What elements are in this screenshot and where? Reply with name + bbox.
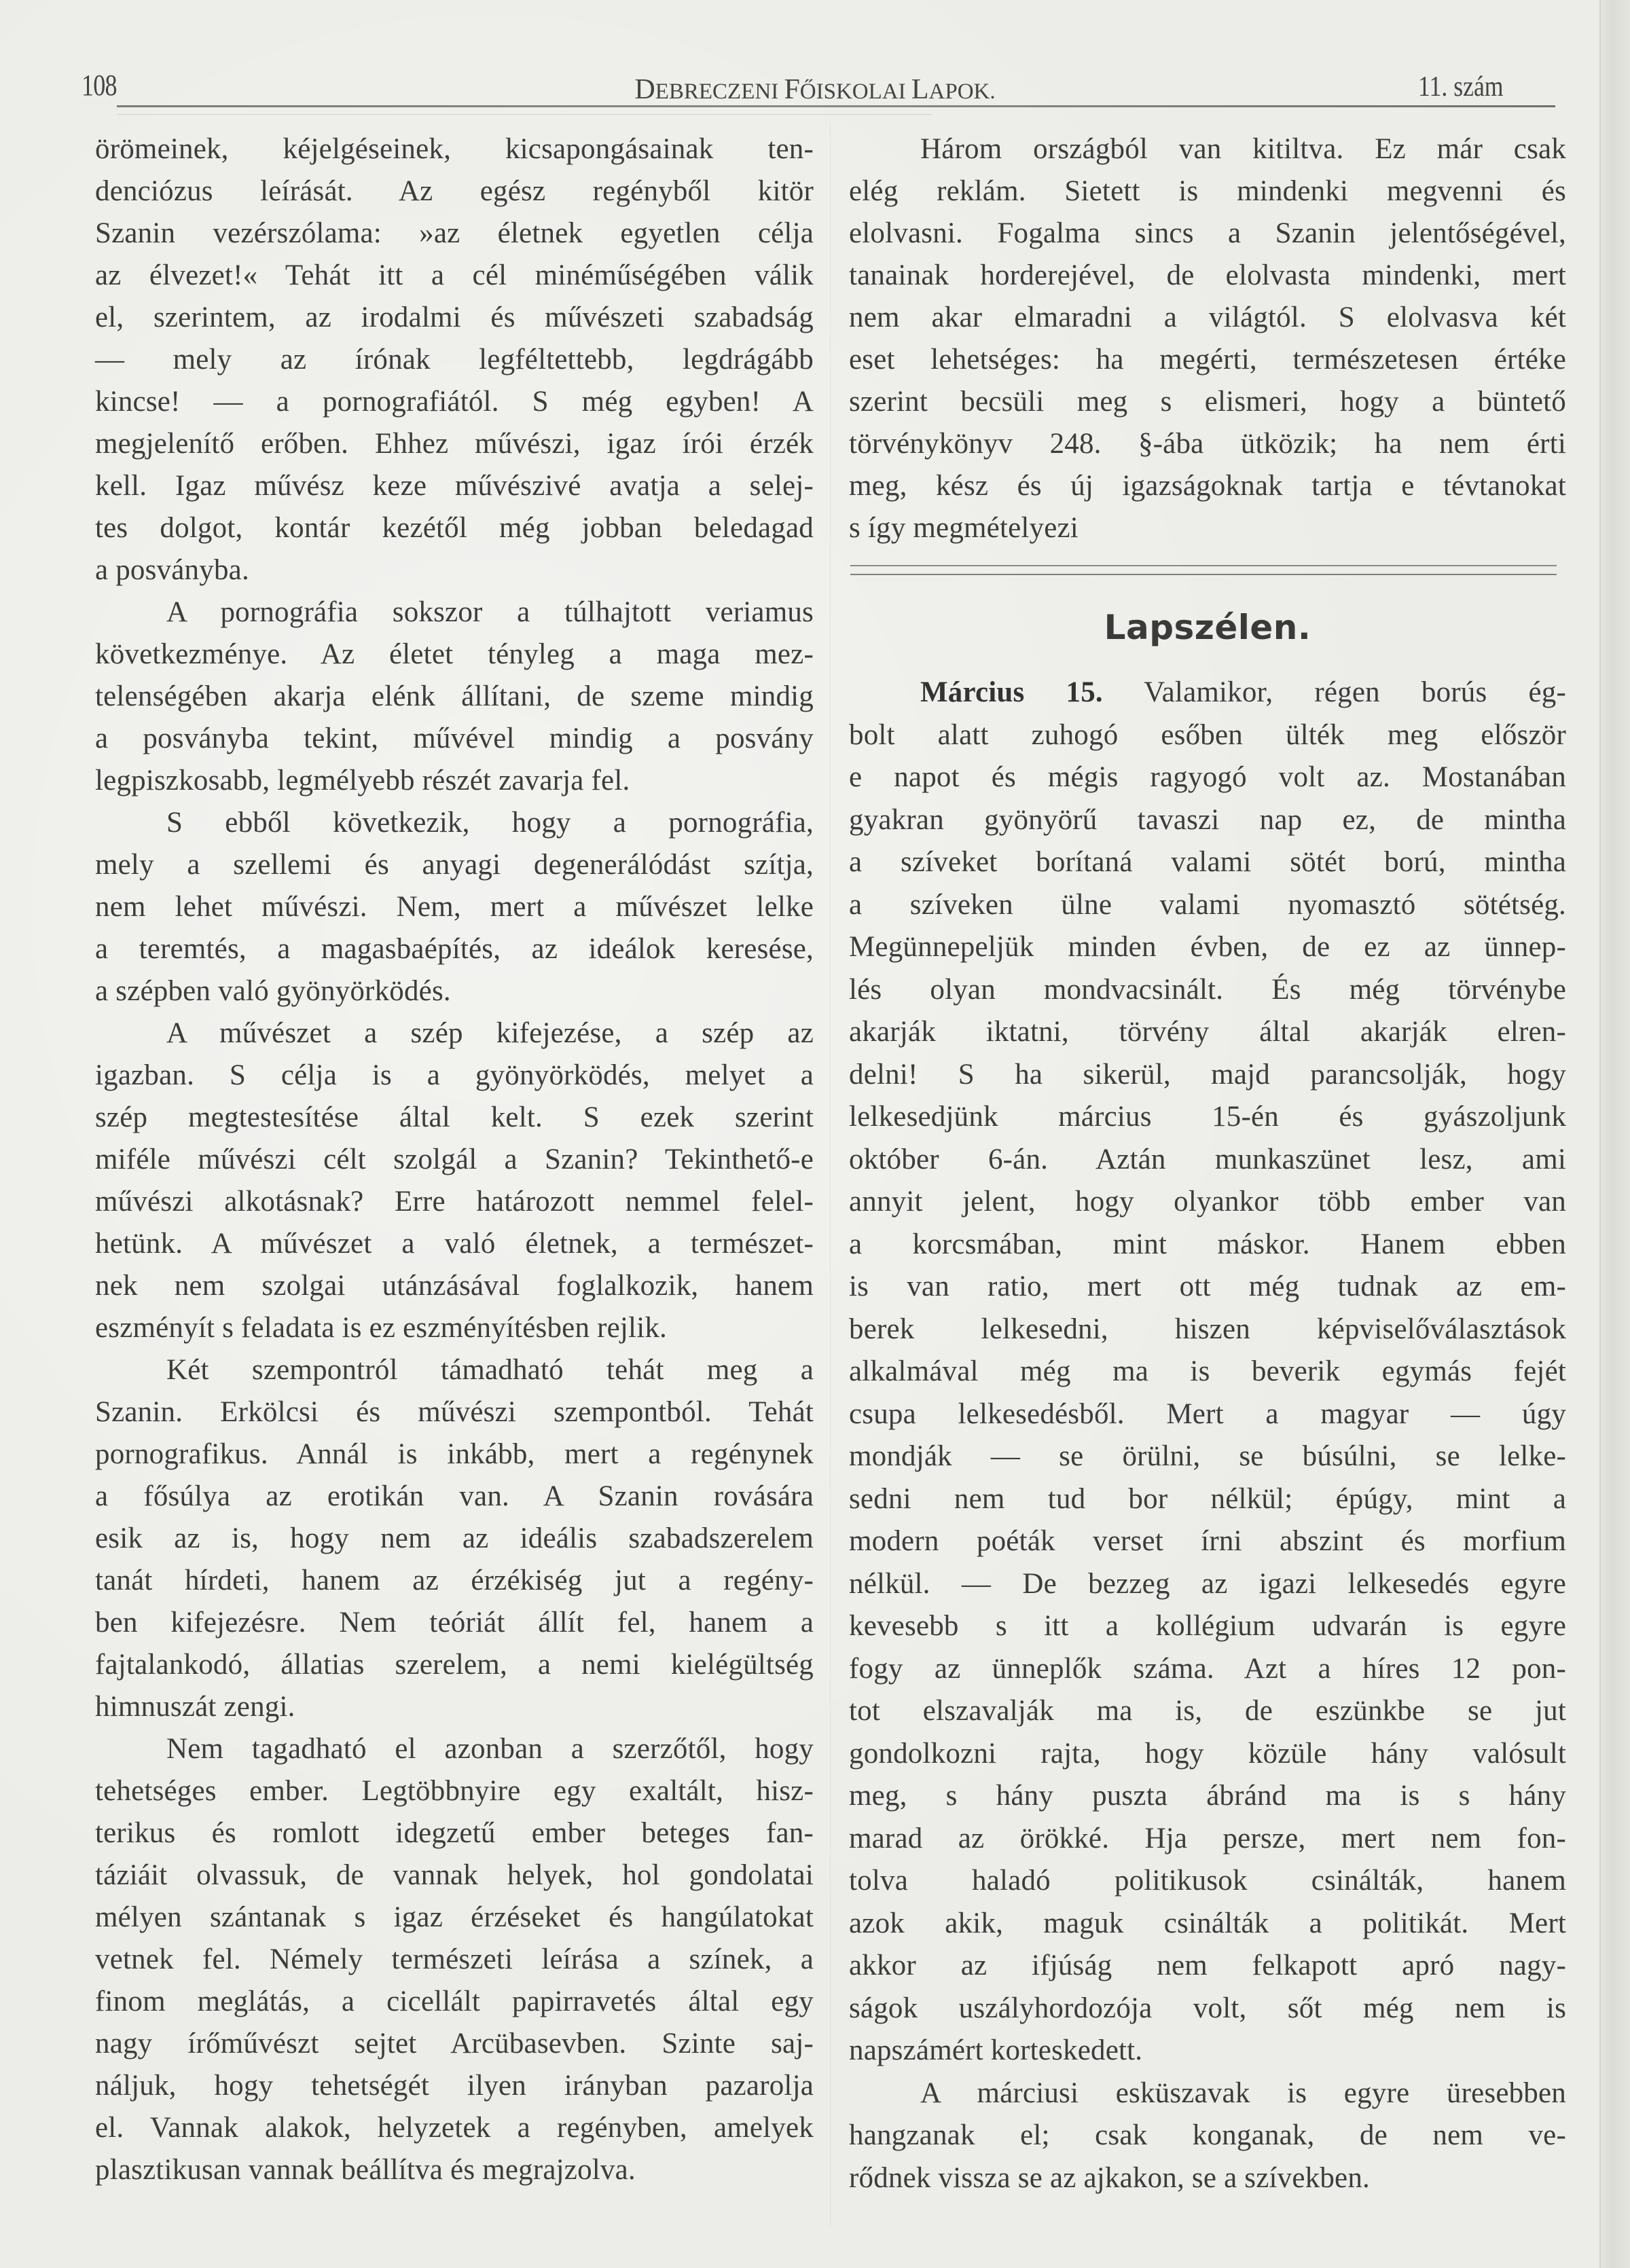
text-line: tot elszavalják ma is, de eszünkbe se jut xyxy=(849,1695,1566,1727)
text-line: elég reklám. Sietett is mindenki megvenni és xyxy=(849,175,1566,207)
text-line: szerint becsüli meg s elismeri, hogy a büntető xyxy=(849,386,1566,418)
text-line: kincse! — a pornografiától. S még egyben! A xyxy=(95,386,814,418)
journal-title-initial: L xyxy=(911,74,929,105)
page-edge-shadow xyxy=(1599,0,1630,2268)
text-line: delni! S ha sikerül, majd parancsolják, hogy xyxy=(849,1058,1566,1091)
text-line: ságok uszályhordozója volt, sőt még nem is xyxy=(849,1992,1566,2024)
column-gutter xyxy=(830,122,831,2227)
section-divider-rule xyxy=(850,565,1557,566)
paragraph-first-line: A márciusi esküszavak is egyre üresebben xyxy=(920,2077,1566,2109)
text-line: alkalmával még ma is beverik egymás fejét xyxy=(849,1355,1566,1387)
text-line: ben kifejezésre. Nem teóriát állít fel, hanem a xyxy=(95,1607,814,1639)
text-line: lelkesedjünk március 15-én és gyászoljunk xyxy=(849,1101,1566,1133)
text-line: következménye. Az életet tényleg a maga mez- xyxy=(95,638,814,670)
text-line: elolvasni. Fogalma sincs a Szanin jelentőségével, xyxy=(849,217,1566,249)
text-line: mely a szellemi és anyagi degenerálódást szítja, xyxy=(95,849,814,881)
text-line: csupa lelkesedésből. Mert a magyar — úgy xyxy=(849,1397,1566,1430)
text-line: nem lehet művészi. Nem, mert a művészet lelke xyxy=(95,891,814,923)
issue-number: 11. szám xyxy=(1418,71,1504,103)
text-line: plasztikusan vannak beállítva és megrajzolva. xyxy=(95,2154,636,2186)
text-line: nélkül. — De bezzeg az igazi lelkesedés egyre xyxy=(849,1567,1566,1600)
text-line: szép megtestesítése által kelt. S ezek szerint xyxy=(95,1101,814,1133)
text-line: nagy írőművészt sejtet Arcübasevben. Szinte saj- xyxy=(95,2028,814,2060)
text-line: Szanin vezérszólama: »az életnek egyetlen célja xyxy=(95,217,814,249)
text-line: táziáit olvassuk, de vannak helyek, hol gondolatai xyxy=(95,1859,814,1891)
text-line-content: Valamikor, régen borús ég- xyxy=(1102,676,1566,708)
text-line: s így megmételyezi xyxy=(849,512,1079,544)
text-line: kell. Igaz művész keze művészivé avatja a selej- xyxy=(95,470,814,502)
journal-title-part: APOK. xyxy=(928,79,996,104)
text-line: meg, s hány puszta ábránd ma is s hány xyxy=(849,1780,1566,1812)
text-line: nem akar elmaradni a világtól. S elolvasva két xyxy=(849,301,1566,333)
text-line: igazban. S célja is a gyönyörködés, melyet a xyxy=(95,1059,814,1091)
text-line: a szíveken ülne valami nyomasztó sötétség. xyxy=(849,888,1566,921)
text-line: is van ratio, mert ott még tudnak az em- xyxy=(849,1270,1566,1302)
text-line: a posványba. xyxy=(95,554,249,586)
text-line: esik az is, hogy nem az ideális szabadszerelem xyxy=(95,1522,814,1554)
text-line: azok akik, maguk csinálták a politikát. Mert xyxy=(849,1907,1566,1939)
journal-title-part: ŐISKOLAI xyxy=(799,79,911,104)
text-line: akarják iktatni, törvény által akarják elren- xyxy=(849,1016,1566,1048)
journal-title xyxy=(0,73,1630,106)
text-line: Szanin. Erkölcsi és művészi szempontból. Tehát xyxy=(95,1396,814,1428)
journal-title-part: EBRECZENI xyxy=(655,79,784,104)
text-line: legpiszkosabb, legmélyebb részét zavarja fel. xyxy=(95,765,630,797)
text-line: tanainak horderejével, de elolvasta mindenki, mert xyxy=(849,259,1566,291)
text-line: mondják — se örülni, se búsúlni, se lelke- xyxy=(849,1440,1566,1472)
text-line: eset lehetséges: ha megérti, természetesen értéke xyxy=(849,344,1566,376)
text-line: — mely az írónak legféltettebb, legdrágább xyxy=(95,344,814,376)
text-line: annyit jelent, hogy olyankor több ember van xyxy=(849,1186,1566,1218)
text-line: fogy az ünneplők száma. Azt a híres 12 pon- xyxy=(849,1652,1566,1685)
text-line: akkor az ifjúság nem felkapott apró nagy- xyxy=(849,1950,1566,1981)
text-line: berek lelkesedni, hiszen képviselőválasztások xyxy=(849,1313,1566,1345)
text-line: miféle művészi célt szolgál a Szanin? Tekinthető-e xyxy=(95,1144,814,1175)
text-line: fajtalankodó, állatias szerelem, a nemi kielégültség xyxy=(95,1649,814,1681)
text-line: náljuk, hogy tehetségét ilyen irányban pazarolja xyxy=(95,2070,814,2102)
text-line: a szépben való gyönyörködés. xyxy=(95,975,451,1007)
text-line: denciózus leírását. Az egész regényből kitör xyxy=(95,175,814,207)
paragraph-first-line: S ebből következik, hogy a pornográfia, xyxy=(166,807,814,839)
paragraph-first-line: Nem tagadható el azonban a szerzőtől, hogy xyxy=(166,1733,814,1765)
text-line: hetünk. A művészet a való életnek, a természet- xyxy=(95,1228,814,1260)
text-line: el. Vannak alakok, helyzetek a regényben, amelyek xyxy=(95,2112,814,2144)
paragraph-first-line: Három országból van kitiltva. Ez már csak xyxy=(920,133,1566,165)
text-line: modern poéták verset írni abszint és morfium xyxy=(849,1525,1566,1557)
text-line: hangzanak el; csak konganak, de nem ve- xyxy=(849,2119,1566,2151)
text-line: eszményít s feladata is ez eszményítésben rejlik. xyxy=(95,1312,668,1344)
text-line: kevesebb s itt a kollégium udvarán is egyre xyxy=(849,1610,1566,1642)
text-line: meg, kész és új igazságoknak tartja e tévtanokat xyxy=(849,470,1566,502)
text-line: törvénykönyv 248. §-ába ütközik; ha nem érti xyxy=(849,428,1566,460)
text-line: tes dolgot, kontár kezétől még jobban beledagad xyxy=(95,512,814,544)
page-number: 108 xyxy=(82,69,117,102)
header-rule xyxy=(117,105,1555,107)
section-divider-rule xyxy=(850,574,1557,575)
text-line: rődnek vissza se az ajkakon, se a szívekben. xyxy=(849,2161,1370,2194)
text-line: bolt alatt zuhogó esőben ülték meg először xyxy=(849,718,1566,751)
text-line: a posványba tekint, művével mindig a posvány xyxy=(95,723,814,754)
text-line: a fősúlya az erotikán van. A Szanin rovására xyxy=(95,1480,814,1512)
text-line: megjelenítő erőben. Ehhez művészi, igaz írói érzék xyxy=(95,428,814,460)
text-line: tehetséges ember. Legtöbbnyire egy exaltált, hisz- xyxy=(95,1775,814,1807)
paragraph-first-line xyxy=(849,672,1566,713)
text-line: Megünnepeljük minden évben, de ez az ünnep- xyxy=(849,931,1566,963)
text-line: tolva haladó politikusok csinálták, hanem xyxy=(849,1865,1566,1897)
text-line: marad az örökké. Hja persze, mert nem fon- xyxy=(849,1822,1566,1854)
journal-title-initial: D xyxy=(634,74,655,105)
paragraph-first-line: A pornográfia sokszor a túlhajtott veriamus xyxy=(166,596,814,628)
text-line: tanát hírdeti, hanem az érzékiség jut a regény- xyxy=(95,1565,814,1596)
text-line: e napot és mégis ragyogó volt az. Mostanában xyxy=(849,761,1566,793)
text-line: mélyen szántanak s igaz érzéseket és hangúlatokat xyxy=(95,1901,814,1933)
paragraph-first-line: A művészet a szép kifejezése, a szép az xyxy=(166,1017,814,1049)
journal-title-initial: F xyxy=(784,74,800,105)
text-line: terikus és romlott idegzetű ember beteges fan- xyxy=(95,1817,814,1849)
section-title-lapszelen: Lapszélen. xyxy=(1104,608,1311,647)
text-line: telenségében akarja elénk állítani, de szeme mindig xyxy=(95,680,814,712)
text-line: nek nem szolgai utánzásával foglalkozik, hanem xyxy=(95,1270,814,1302)
text-line: lés olyan mondvacsinált. És még törvénybe xyxy=(849,973,1566,1006)
paragraph-first-line: Két szempontról támadható tehát meg a xyxy=(166,1354,814,1386)
text-line: pornografikus. Annál is inkább, mert a regénynek xyxy=(95,1438,814,1470)
header-rule-shadow xyxy=(117,114,932,115)
text-line: finom meglátás, a cicellált papirravetés által egy xyxy=(95,1986,814,2017)
text-line: a szíveket borítaná valami sötét ború, mintha xyxy=(849,846,1566,878)
text-line: művészi alkotásnak? Erre határozott nemmel felel- xyxy=(95,1186,814,1218)
text-line: el, szerintem, az irodalmi és művészeti szabadság xyxy=(95,301,814,333)
text-line: himnuszát zengi. xyxy=(95,1691,295,1723)
section-lead-date: Március 15. xyxy=(920,676,1103,708)
text-line: gondolkozni rajta, hogy közüle hány valósult xyxy=(849,1737,1566,1770)
text-line: vetnek fel. Némely természeti leírása a színek, a xyxy=(95,1943,814,1975)
text-line: a teremtés, a magasbaépítés, az ideálok keresése, xyxy=(95,933,814,965)
text-line: a korcsmában, mint máskor. Hanem ebben xyxy=(849,1228,1566,1260)
text-line: október 6-án. Aztán munkaszünet lesz, ami xyxy=(849,1143,1566,1175)
text-line: gyakran gyönyörű tavaszi nap ez, de mintha xyxy=(849,803,1566,836)
text-line: sedni nem tud bor nélkül; épúgy, mint a xyxy=(849,1482,1566,1515)
text-line: örömeinek, kéjelgéseinek, kicsapongásainak ten- xyxy=(95,133,814,165)
text-line: napszámért korteskedett. xyxy=(849,2034,1143,2066)
text-line: az élvezet!« Tehát itt a cél minéműségében válik xyxy=(95,259,814,291)
